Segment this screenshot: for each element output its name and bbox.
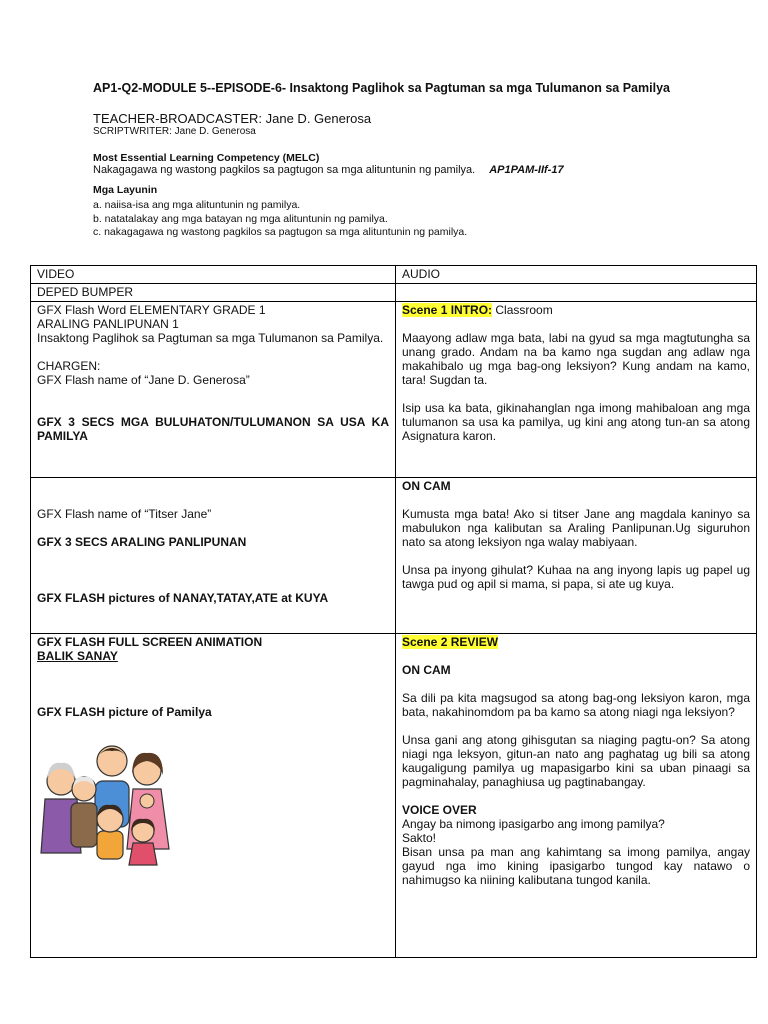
layunin-item: b. natatalakay ang mga batayan ng mga alituntunin ng pamilya. [93, 212, 388, 225]
video-line: GFX 3 SECS MGA BULUHATON/TULUMANON SA USA KA PAMILYA [37, 415, 389, 443]
video-cell [31, 302, 396, 478]
video-line: GFX 3 SECS ARALING PANLIPUNAN [37, 535, 247, 549]
on-cam-label: ON CAM [402, 663, 451, 677]
table-row [31, 302, 757, 478]
table-row [31, 478, 757, 634]
video-line: ARALING PANLIPUNAN 1 [37, 317, 179, 331]
scene-heading [402, 635, 750, 649]
episode-title: AP1-Q2-MODULE 5--EPISODE-6- Insaktong Paglihok sa Pagtuman sa mga Tulumanon sa Pamilya [93, 81, 670, 95]
scene-heading [402, 303, 750, 317]
video-cell [31, 478, 396, 634]
bumper-row [31, 284, 757, 302]
family-illustration-icon [37, 729, 187, 869]
on-cam-label: ON CAM [402, 479, 451, 493]
video-line: BALIK SANAY [37, 649, 118, 663]
video-line: GFX Flash name of “Jane D. Generosa” [37, 373, 250, 387]
video-line: GFX Flash Word ELEMENTARY GRADE 1 [37, 303, 266, 317]
table-row [31, 634, 757, 958]
table-header-row [31, 266, 757, 284]
melc-code: AP1PAM-IIf-17 [489, 164, 564, 176]
audio-paragraph: Unsa pa inyong gihulat? Kuhaa na ang inyong lapis ug papel ug tawga pud og apil si mama, si papa, si ate ug kuya. [402, 563, 750, 591]
audio-paragraph: Kumusta mga bata! Ako si titser Jane ang magdala kaninyo sa mabulukon nga kalibutan sa Araling Panlipunan.Ug siguruhon nato sa atong leksiyon nga walay mabiyaan. [402, 507, 750, 549]
audio-cell [396, 478, 757, 634]
melc-statement: Nakagagawa ng wastong pagkilos sa pagtugon sa mga alituntunin ng pamilya. [93, 164, 476, 176]
teacher-broadcaster: TEACHER-BROADCASTER: Jane D. Generosa [93, 111, 372, 126]
scriptwriter: SCRIPTWRITER: Jane D. Generosa [93, 126, 256, 137]
script-table [30, 265, 757, 958]
scene-label: Scene 2 REVIEW [402, 635, 499, 649]
bumper-audio-cell [396, 284, 757, 302]
video-line: GFX FLASH pictures of NANAY,TATAY,ATE at KUYA [37, 591, 329, 605]
video-column-header: VIDEO [31, 266, 396, 284]
layunin-list [93, 199, 693, 240]
audio-paragraph: Bisan unsa pa man ang kahimtang sa imong pamilya, angay gayud nga imo kining ipasigarbo tungod kay natawo o nahimugso ka niining kalibutana tungod kanila. [402, 845, 750, 887]
audio-paragraph: Unsa gani ang atong gihisgutan sa niaging pagtu-on? Sa atong niagi nga leksyon, gitun-an nato ang paghatag ug bili sa atong kaugaligung pamilya ug mapasigarbo kini sa uban pinaagi sa pagminahalay, panaghiusa ug pagtinabangay. [402, 733, 750, 789]
video-line: Insaktong Paglihok sa Pagtuman sa mga Tulumanon sa Pamilya. [37, 331, 384, 345]
video-line: GFX FLASH picture of Pamilya [37, 705, 212, 719]
audio-paragraph: Isip usa ka bata, gikinahanglan nga imong mahibaloan ang mga tulumanon sa usa ka pamilya, ug kini ang atong tun-an sa atong Asignatura karon. [402, 401, 750, 443]
layunin-item: c. nakagagawa ng wastong pagkilos sa pagtugon sa mga alituntunin ng pamilya. [93, 226, 468, 238]
video-line: GFX Flash name of “Titser Jane” [37, 507, 212, 521]
melc-heading: Most Essential Learning Competency (MELC) [93, 152, 320, 164]
audio-cell [396, 634, 757, 958]
video-line: CHARGEN: [37, 359, 101, 373]
audio-paragraph: Maayong adlaw mga bata, labi na gyud sa mga magtutungha sa unang grado. Andam na ba kamo nga sugdan ang adlaw nga makahibalo ug mga bag-ong leksiyon? Kung andam na kamo, tara! Sugdan ta. [402, 331, 750, 387]
scene-label: Scene 1 INTRO: [402, 303, 493, 317]
audio-column-header: AUDIO [396, 266, 757, 284]
audio-paragraph: Sakto! [402, 831, 437, 845]
melc-text [93, 164, 693, 177]
video-cell [31, 634, 396, 958]
scene-location: Classroom [492, 303, 553, 317]
audio-paragraph: Angay ba nimong ipasigarbo ang imong pamilya? [402, 817, 665, 831]
layunin-item: a. naiisa-isa ang mga alituntunin ng pamilya. [93, 199, 301, 211]
bumper-cell: DEPED BUMPER [31, 284, 396, 302]
audio-paragraph: Sa dili pa kita magsugod sa atong bag-ong leksiyon karon, mga bata, nakahinomdom pa ba kamo sa atong niagi nga leksiyon? [402, 691, 750, 719]
audio-cell [396, 302, 757, 478]
video-line: GFX FLASH FULL SCREEN ANIMATION [37, 635, 263, 649]
layunin-heading: Mga Layunin [93, 184, 158, 196]
voice-over-label: VOICE OVER [402, 803, 477, 817]
